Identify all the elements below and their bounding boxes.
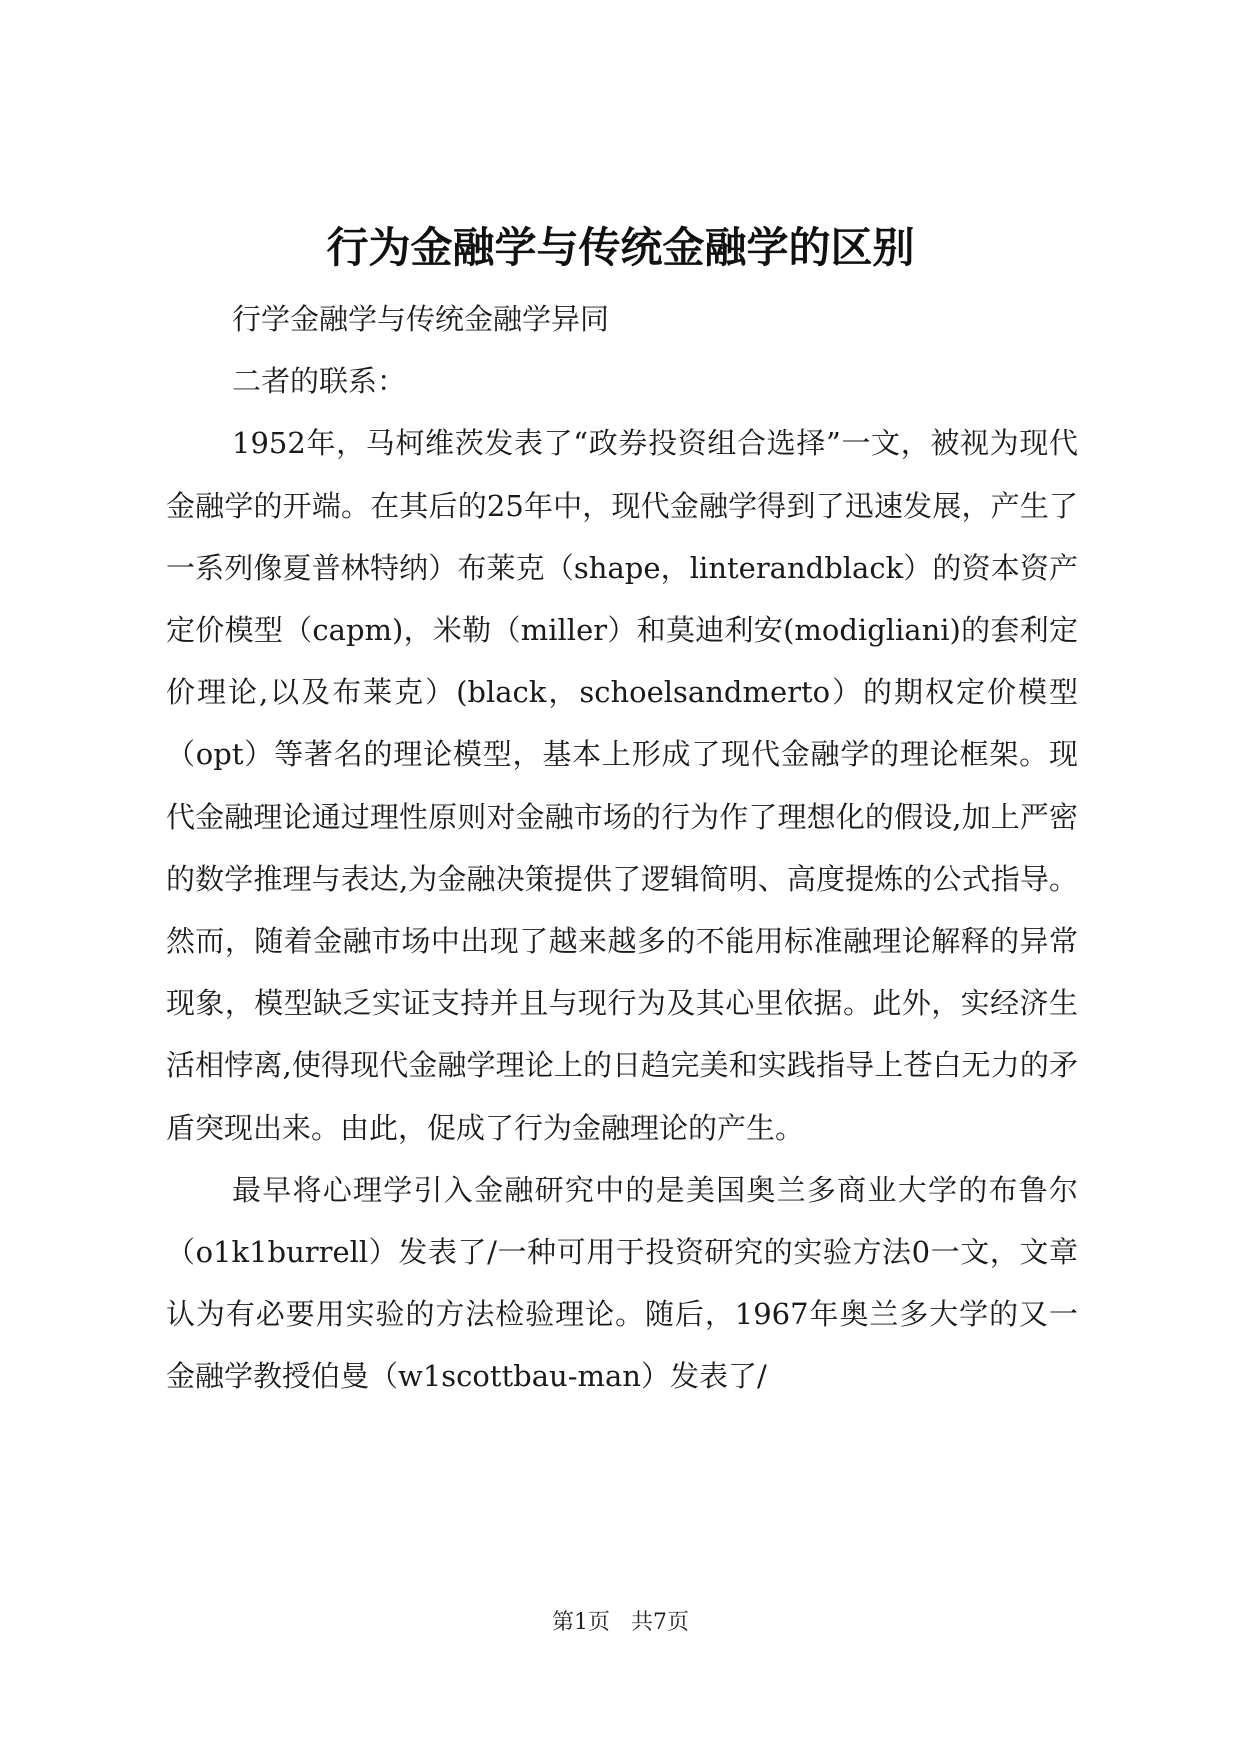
body-paragraph: 1952年，马柯维茨发表了“政券投资组合选择”一文，被视为现代金融学的开端。在其后的25年中，现代金融学得到了迅速发展，产生了一系列像夏普林特纳）布莱克（shape，linterandblack）的资本资产定价模型（capm)，米勒（miller）和莫迪利安(modigliani)的套利定价理论,以及布莱克）(black，schoelsandmerto）的期权定价模型（opt）等著名的理论模型，基本上形成了现代金融学的理论框架。现代金融理论通过理性原则对金融市场的行为作了理想化的假设,加上严密的数学推理与表达,为金融决策提供了逻辑简明、高度提炼的公式指导。然而，随着金融市场中出现了越来越多的不能用标准融理论解释的异常现象，模型缺乏实证支持并且与现行为及其心里依据。此外，实经济生活相悖离,使得现代金融学理论上的日趋完美和实践指导上苍白无力的矛盾突现出来。由此，促成了行为金融理论的产生。: [166, 426, 1078, 1145]
document-title: 行为金融学与传统金融学的区别: [326, 223, 915, 272]
page-separator: [617, 1610, 624, 1635]
document-body: [166, 288, 1078, 1408]
page-number: 第1页: [552, 1610, 610, 1635]
page-footer: [0, 1608, 1241, 1638]
subtitle-paragraph: 行学金融学与传统金融学异同: [232, 302, 610, 336]
section-heading-paragraph: 二者的联系：: [232, 364, 407, 399]
body-paragraph: 最早将心理学引入金融研究中的是美国奥兰多商业大学的布鲁尔（o1k1burrell）发表了/一种可用于投资研究的实验方法0一文，文章认为有必要用实验的方法检验理论。随后，1967年奥兰多大学的又一金融学教授伯曼（w1scottbau-man）发表了/: [166, 1172, 1078, 1394]
page-total: 共7页: [631, 1610, 689, 1635]
